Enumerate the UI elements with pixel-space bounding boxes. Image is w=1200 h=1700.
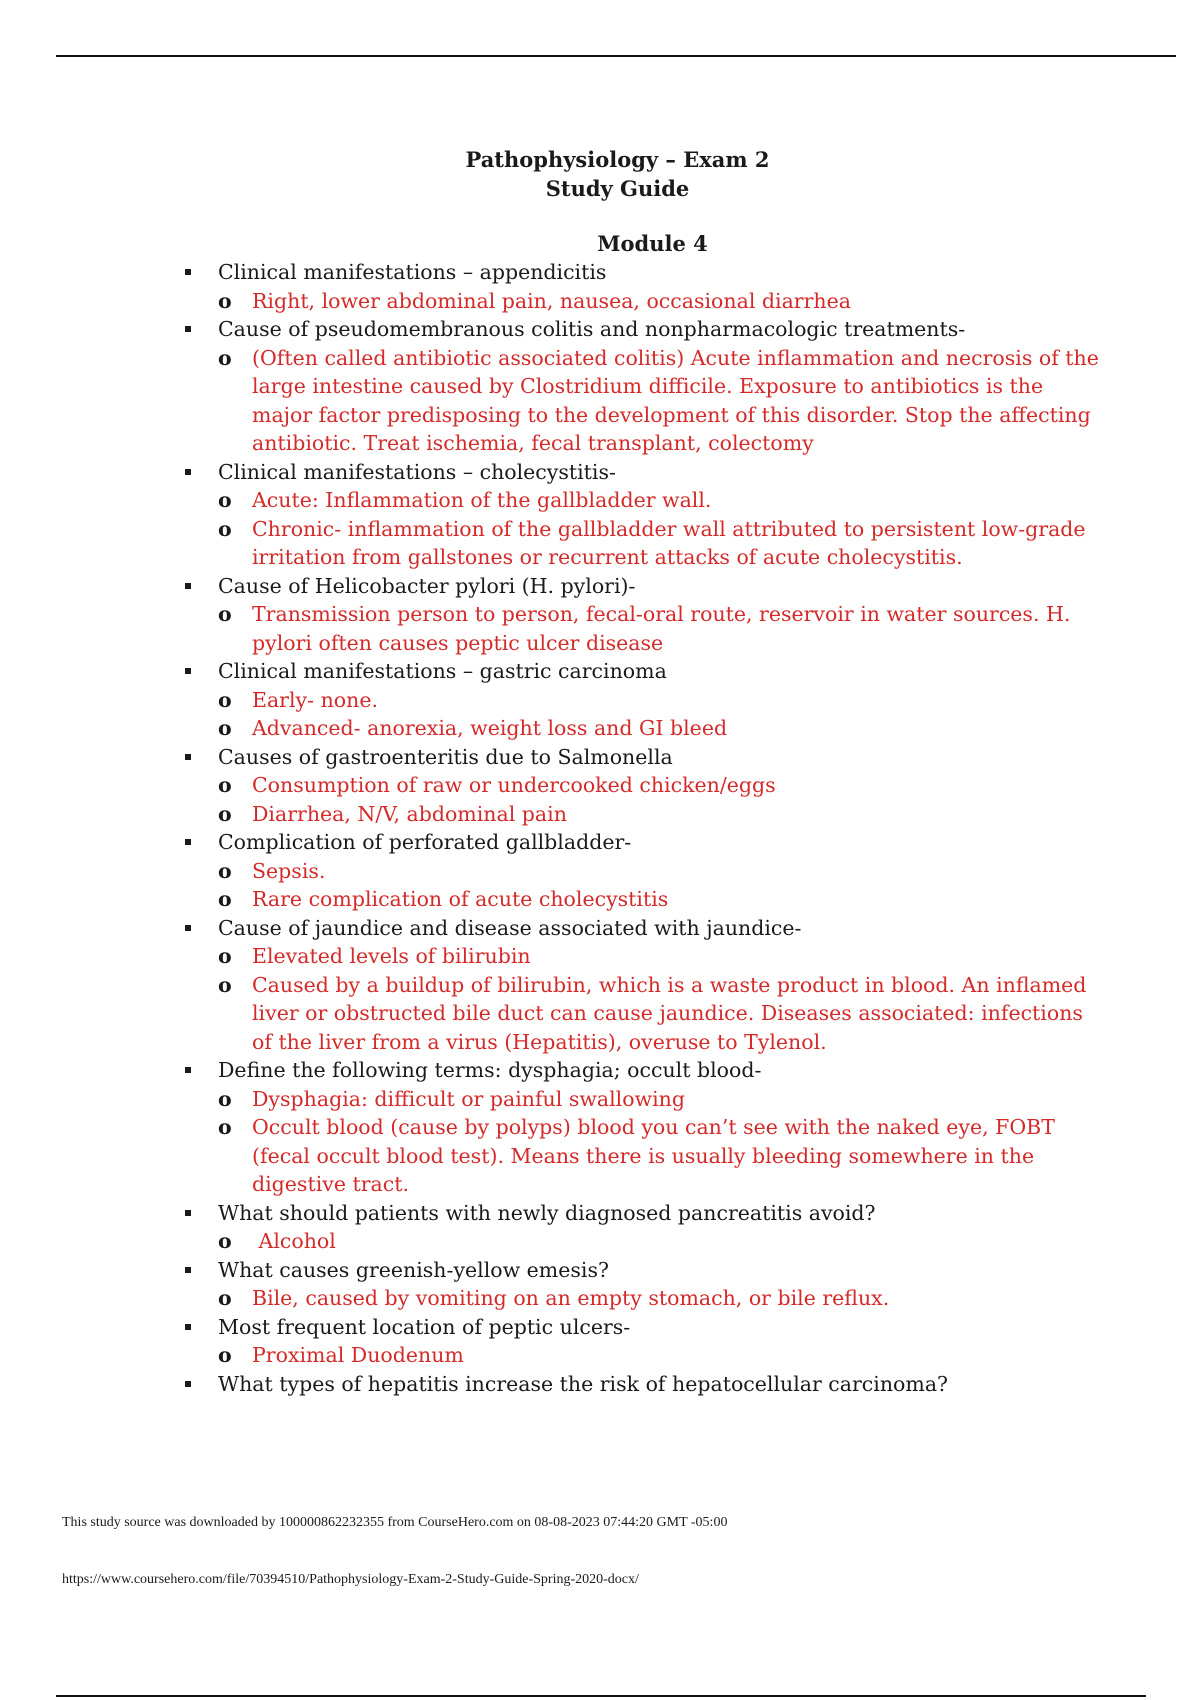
answer-item	[218, 1227, 1100, 1256]
question-item	[180, 743, 1100, 772]
answer-list	[180, 1341, 1100, 1370]
sub-bullet-marker: o	[218, 1343, 232, 1367]
document-title	[0, 145, 1200, 203]
study-guide-content	[180, 258, 1106, 1398]
answer-item	[218, 1085, 1100, 1114]
answer-list	[180, 486, 1100, 572]
answer-item	[218, 486, 1100, 515]
answer-text: Acute: Inflammation of the gallbladder wall.	[252, 488, 712, 512]
download-notice: This study source was downloaded by 100000862232355 from CourseHero.com on 08-08-2023 07:44:20 GMT -05:00	[62, 1515, 728, 1530]
answer-text: Alcohol	[252, 1229, 336, 1253]
question-item	[180, 914, 1100, 943]
question-text: Define the following terms: dysphagia; occult blood-	[218, 1058, 762, 1082]
answer-text: Elevated levels of bilirubin	[252, 944, 531, 968]
question-item	[180, 572, 1100, 601]
question-item	[180, 828, 1100, 857]
answer-text: (Often called antibiotic associated colitis) Acute inflammation and necrosis of the large intestine caused by Clostridium difficile. Exposure to antibiotics is the major factor predisposing to the development of this disorder. Stop the affecting antibiotic. Treat ischemia, fecal transplant, colectomy	[252, 345, 1106, 455]
answer-item	[218, 942, 1100, 971]
answer-list	[180, 942, 1100, 1056]
answer-item	[218, 800, 1100, 829]
answer-list	[180, 686, 1100, 743]
answer-item	[218, 1113, 1100, 1199]
question-item	[180, 315, 1100, 344]
sub-bullet-marker: o	[218, 516, 232, 541]
sub-bullet-marker: o	[218, 773, 232, 797]
answer-list	[180, 600, 1100, 657]
question-item	[180, 458, 1100, 487]
answer-list	[180, 1227, 1100, 1256]
question-item	[180, 657, 1100, 686]
answer-text: Caused by a buildup of bilirubin, which is a waste product in blood. An inflamed liver or obstructed bile duct can cause jaundice. Diseases associated: infections of the liver from a virus (Hepatitis), overuse to Tylenol.	[252, 972, 1093, 1054]
answer-text: Consumption of raw or undercooked chicken/eggs	[252, 773, 776, 797]
answer-item	[218, 686, 1100, 715]
answer-item	[218, 771, 1100, 800]
question-list	[180, 258, 1106, 1398]
answer-list	[180, 771, 1100, 828]
answer-item	[218, 344, 1106, 458]
sub-bullet-marker: o	[218, 858, 232, 883]
sub-bullet-marker: o	[218, 1086, 232, 1111]
question-item	[180, 1256, 1100, 1285]
sub-bullet-marker: o	[218, 1286, 232, 1310]
question-item	[180, 1370, 1100, 1399]
answer-list	[180, 1085, 1100, 1199]
answer-text: Rare complication of acute cholecystitis	[252, 887, 669, 911]
sub-bullet-marker: o	[218, 801, 232, 826]
question-text: Clinical manifestations – gastric carcinoma	[218, 659, 667, 683]
source-url: https://www.coursehero.com/file/70394510/Pathophysiology-Exam-2-Study-Guide-Spring-2020-docx/	[62, 1572, 639, 1587]
question-text: Cause of jaundice and disease associated with jaundice-	[218, 915, 802, 940]
answer-list	[180, 287, 1100, 316]
question-text: Clinical manifestations – appendicitis	[218, 260, 607, 284]
question-item	[180, 1056, 1100, 1085]
answer-text: Proximal Duodenum	[252, 1343, 464, 1367]
answer-item	[218, 857, 1100, 886]
question-text: Cause of Helicobacter pylori (H. pylori)-	[218, 573, 636, 598]
bottom-rule	[56, 1695, 1146, 1697]
sub-bullet-marker: o	[218, 887, 232, 911]
question-item	[180, 1199, 1100, 1228]
sub-bullet-marker: o	[218, 1229, 232, 1253]
sub-bullet-marker: o	[218, 488, 232, 512]
sub-bullet-marker: o	[218, 972, 232, 997]
answer-text: Sepsis.	[252, 858, 326, 883]
answer-item	[218, 714, 1100, 743]
question-item	[180, 258, 1100, 287]
answer-list	[180, 344, 1106, 458]
question-text: Cause of pseudomembranous colitis and nonpharmacologic treatments-	[218, 317, 966, 341]
answer-item	[218, 885, 1100, 914]
answer-text: Diarrhea, N/V, abdominal pain	[252, 801, 567, 826]
top-rule	[56, 55, 1176, 57]
answer-text: Early- none.	[252, 687, 378, 712]
answer-text: Transmission person to person, fecal-oral route, reservoir in water sources. H. pylori often causes peptic ulcer disease	[252, 602, 1077, 655]
answer-text: Chronic- inflammation of the gallbladder wall attributed to persistent low-grade irritation from gallstones or recurrent attacks of acute cholecystitis.	[252, 516, 1093, 569]
answer-item	[218, 971, 1100, 1057]
sub-bullet-marker: o	[218, 716, 232, 740]
question-text: What causes greenish-yellow emesis?	[218, 1257, 609, 1282]
sub-bullet-marker: o	[218, 1115, 232, 1139]
answer-item	[218, 287, 1100, 316]
question-text: Clinical manifestations – cholecystitis-	[218, 459, 616, 484]
sub-bullet-marker: o	[218, 687, 232, 712]
sub-bullet-marker: o	[218, 288, 232, 313]
question-text: What types of hepatitis increase the risk of hepatocellular carcinoma?	[218, 1371, 949, 1396]
question-text: Causes of gastroenteritis due to Salmonella	[218, 744, 673, 769]
answer-text: Occult blood (cause by polyps) blood you can’t see with the naked eye, FOBT (fecal occult blood test). Means there is usually bleeding somewhere in the digestive tract.	[252, 1115, 1062, 1196]
answer-text: Bile, caused by vomiting on an empty stomach, or bile reflux.	[252, 1286, 890, 1310]
answer-list	[180, 1284, 1100, 1313]
page-title: Pathophysiology – Exam 2	[465, 147, 770, 172]
answer-item	[218, 600, 1100, 657]
answer-item	[218, 1284, 1100, 1313]
answer-text: Dysphagia: difficult or painful swallowing	[252, 1086, 686, 1111]
answer-item	[218, 515, 1100, 572]
answer-list	[180, 857, 1100, 914]
sub-bullet-marker: o	[218, 944, 232, 968]
sub-bullet-marker: o	[218, 602, 232, 626]
module-heading: Module 4	[597, 231, 708, 256]
question-text: Complication of perforated gallbladder-	[218, 830, 632, 854]
answer-text: Right, lower abdominal pain, nausea, occasional diarrhea	[252, 288, 851, 313]
question-text: Most frequent location of peptic ulcers-	[218, 1314, 631, 1339]
answer-item	[218, 1341, 1100, 1370]
page-subtitle: Study Guide	[545, 176, 690, 201]
question-item	[180, 1313, 1100, 1342]
answer-text: Advanced- anorexia, weight loss and GI bleed	[252, 716, 728, 740]
question-text: What should patients with newly diagnosed pancreatitis avoid?	[218, 1200, 876, 1225]
sub-bullet-marker: o	[218, 345, 232, 370]
